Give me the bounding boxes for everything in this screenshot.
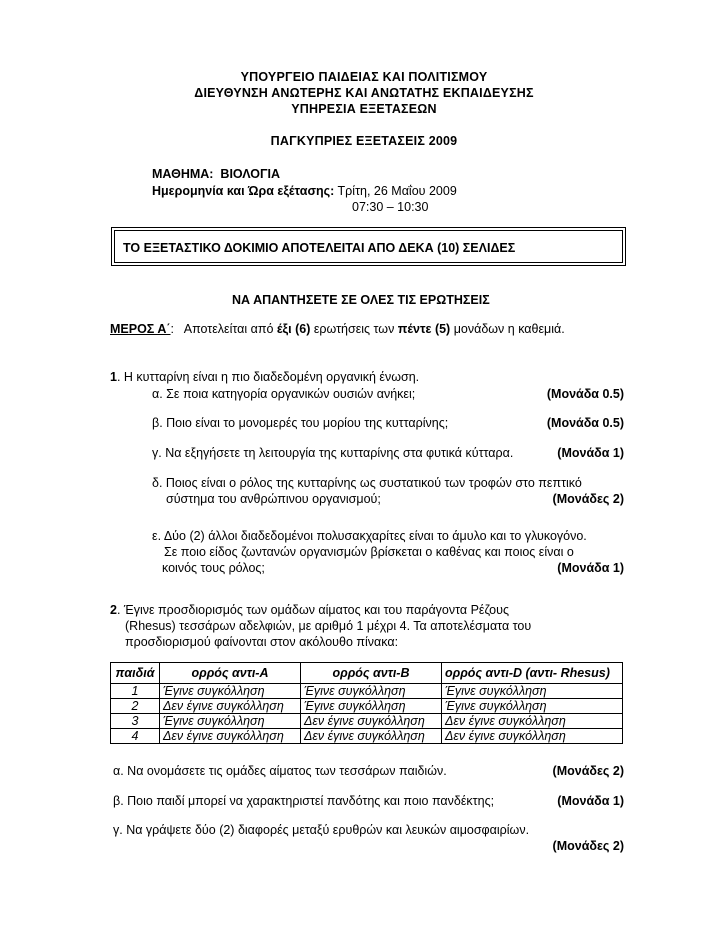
part-a-six: έξι (6) (276, 322, 311, 336)
q1d-text-line1: δ. Ποιος είναι ο ρόλος της κυτταρίνης ως συστατικού των τροφών στο πεπτικό (152, 476, 582, 490)
q2a-points: (Μονάδες 2) (552, 764, 624, 778)
notice-inner-border (114, 230, 623, 263)
col-header-anti-b: ορρός αντι-Β (301, 663, 442, 684)
cell-anti-b: Έγινε συγκόλληση (301, 684, 442, 699)
service-heading: ΥΠΗΡΕΣΙΑ ΕΞΕΤΑΣΕΩΝ (291, 102, 437, 116)
table-row (111, 729, 623, 744)
cell-anti-a: Έγινε συγκόλληση (160, 714, 301, 729)
cell-anti-b: Έγινε συγκόλληση (301, 699, 442, 714)
q1-stem-text: . Η κυτταρίνη είναι η πιο διαδεδομένη οργανική ένωση. (116, 370, 420, 384)
subject-value: ΒΙΟΛΟΓΙΑ (220, 167, 281, 181)
q1c-points: (Μονάδα 1) (557, 446, 624, 460)
part-a-colon: : (170, 322, 174, 336)
ministry-heading: ΥΠΟΥΡΓΕΙΟ ΠΑΙΔΕΙΑΣ ΚΑΙ ΠΟΛΙΤΙΣΜΟΥ (240, 70, 488, 84)
cell-anti-a: Δεν έγινε συγκόλληση (160, 699, 301, 714)
col-header-children: παιδιά (111, 663, 160, 684)
part-a-line (110, 322, 565, 336)
q2-stem-line3: προσδιορισμού φαίνονται στον ακόλουθο πίνακα: (125, 635, 399, 649)
cell-anti-b: Δεν έγινε συγκόλληση (301, 729, 442, 744)
cell-child: 2 (111, 699, 160, 714)
table-header-row (111, 663, 623, 684)
q1d-text-line2: σύστημα του ανθρώπινου οργανισμού; (166, 492, 381, 506)
cell-child: 3 (111, 714, 160, 729)
q2-stem-text-1: . Έγινε προσδιορισμός των ομάδων αίματος και του παράγοντα Ρέζους (116, 603, 509, 617)
part-a-text-2: ερωτήσεις των (310, 322, 398, 336)
answer-all-instruction: ΝΑ ΑΠΑΝΤΗΣΕΤΕ ΣΕ ΟΛΕΣ ΤΙΣ ΕΡΩΤΗΣΕΙΣ (232, 293, 490, 307)
part-a-label: ΜΕΡΟΣ Α΄ (110, 322, 171, 336)
q1d-points: (Μονάδες 2) (552, 492, 624, 506)
q1c-text: γ. Να εξηγήσετε τη λειτουργία της κυτταρίνης στα φυτικά κύτταρα. (152, 446, 514, 460)
q1e-text-line3: κοινός τους ρόλος; (162, 561, 265, 575)
cell-anti-a: Δεν έγινε συγκόλληση (160, 729, 301, 744)
date-line (152, 184, 457, 198)
q2b-text: β. Ποιο παιδί μπορεί να χαρακτηριστεί πανδότης και ποιο πανδέκτης; (113, 794, 495, 808)
date-value: Τρίτη, 26 Μαΐου 2009 (337, 184, 457, 198)
col-header-anti-a: ορρός αντι-Α (160, 663, 301, 684)
cell-anti-d: Έγινε συγκόλληση (442, 699, 623, 714)
q1-stem (110, 370, 419, 384)
q1b-points: (Μονάδα 0.5) (546, 416, 624, 430)
page-count-notice: ΤΟ ΕΞΕΤΑΣΤΙΚΟ ΔΟΚΙΜΙΟ ΑΠΟΤΕΛΕΙΤΑΙ ΑΠΟ ΔΕΚΑ (10) ΣΕΛΙΔΕΣ (123, 241, 516, 255)
cell-anti-d: Έγινε συγκόλληση (442, 684, 623, 699)
blood-group-table (110, 662, 623, 744)
q2-stem-line2: (Rhesus) τεσσάρων αδελφιών, με αριθμό 1 μέχρι 4. Τα αποτελέσματα του (125, 619, 532, 633)
directorate-heading: ΔΙΕΥΘΥΝΣΗ ΑΝΩΤΕΡΗΣ ΚΑΙ ΑΝΩΤΑΤΗΣ ΕΚΠΑΙΔΕΥΣΗΣ (194, 86, 534, 100)
exams-heading: ΠΑΓΚΥΠΡΙΕΣ ΕΞΕΤΑΣΕΙΣ 2009 (270, 134, 458, 148)
cell-anti-b: Δεν έγινε συγκόλληση (301, 714, 442, 729)
q2b-points: (Μονάδα 1) (557, 794, 624, 808)
page-count-notice-box (111, 227, 626, 266)
table-row (111, 699, 623, 714)
table-row (111, 684, 623, 699)
table-row (111, 714, 623, 729)
part-a-text-3: μονάδων η καθεμιά. (450, 322, 565, 336)
cell-anti-a: Έγινε συγκόλληση (160, 684, 301, 699)
cell-anti-d: Δεν έγινε συγκόλληση (442, 714, 623, 729)
q1a-text: α. Σε ποια κατηγορία οργανικών ουσιών ανήκει; (152, 387, 416, 401)
cell-child: 4 (111, 729, 160, 744)
q2-stem-line1 (110, 603, 509, 617)
part-a-text-1: Αποτελείται από (183, 322, 277, 336)
q2c-text: γ. Να γράψετε δύο (2) διαφορές μεταξύ ερυθρών και λευκών αιμοσφαιρίων. (113, 823, 530, 837)
date-label: Ημερομηνία και Ώρα εξέτασης: (152, 184, 335, 198)
q2-number: 2 (110, 603, 117, 617)
cell-anti-d: Δεν έγινε συγκόλληση (442, 729, 623, 744)
q1e-text-line1: ε. Δύο (2) άλλοι διαδεδομένοι πολυσακχαρίτες είναι το άμυλο και το γλυκογόνο. (152, 529, 587, 543)
q1e-points: (Μονάδα 1) (557, 561, 624, 575)
q1e-text-line2: Σε ποιο είδος ζωντανών οργανισμών βρίσκεται ο καθένας και ποιος είναι ο (164, 545, 574, 559)
subject-line (152, 167, 280, 181)
part-a-five: πέντε (5) (397, 322, 451, 336)
col-header-anti-d: ορρός αντι-D (αντι- Rhesus) (442, 663, 623, 684)
q2c-points: (Μονάδες 2) (552, 839, 624, 853)
q1a-points: (Μονάδα 0.5) (546, 387, 624, 401)
q1-number: 1 (110, 370, 117, 384)
cell-child: 1 (111, 684, 160, 699)
time-value: 07:30 – 10:30 (352, 200, 429, 214)
q1b-text: β. Ποιο είναι το μονομερές του μορίου της κυτταρίνης; (152, 416, 449, 430)
q2a-text: α. Να ονομάσετε τις ομάδες αίματος των τεσσάρων παιδιών. (113, 764, 447, 778)
subject-label: ΜΑΘΗΜΑ: (152, 167, 214, 181)
